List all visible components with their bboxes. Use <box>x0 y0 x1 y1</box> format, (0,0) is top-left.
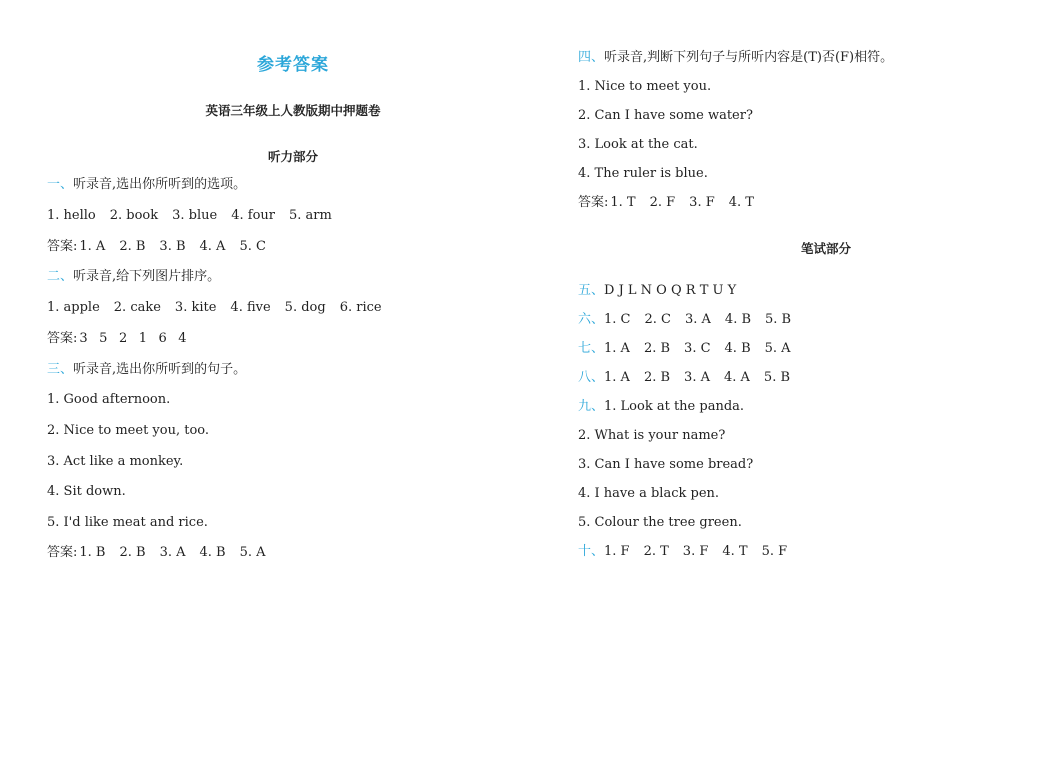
section-number: 六、 <box>578 312 605 327</box>
list-item: 6. rice <box>339 300 382 315</box>
section-number: 八、 <box>578 370 605 385</box>
answer-item: 3. A <box>159 545 186 560</box>
answer-item: 5. A <box>764 341 791 356</box>
list-item: 1. apple <box>47 300 100 315</box>
section-number: 五、 <box>578 283 605 298</box>
answer-item: 2. B <box>643 341 671 356</box>
answer-item: 5. A <box>239 545 266 560</box>
section-number: 二、 <box>47 269 74 284</box>
answer-item: 3. A <box>684 370 710 385</box>
answer-item: 4. B <box>724 341 751 356</box>
sentence: 3. Act like a monkey. <box>47 454 184 469</box>
answer-item: 1. C <box>604 312 631 327</box>
section-number: 七、 <box>578 341 605 356</box>
sentence: 4. I have a black pen. <box>578 486 720 501</box>
answer-item: 2. B <box>119 239 146 254</box>
sentence: 3. Look at the cat. <box>578 137 698 152</box>
sentence: 4. The ruler is blue. <box>578 166 708 181</box>
section-1-items <box>47 208 332 224</box>
page-title: 参考答案 <box>257 55 329 75</box>
sentence: 5. I'd like meat and rice. <box>47 515 208 530</box>
answer-item: 5. B <box>765 312 792 327</box>
answer-item: 1. A <box>604 370 630 385</box>
listening-section-title: 听力部分 <box>267 149 318 164</box>
list-item: 2. cake <box>113 300 161 315</box>
section-instruction: 听录音,选出你所听到的选项。 <box>73 177 247 192</box>
answer-item: 5. C <box>239 239 266 254</box>
answer-item: 2. F <box>649 195 676 210</box>
sentence: 2. What is your name? <box>578 428 726 443</box>
section-number: 十、 <box>578 544 605 559</box>
answer-label: 答案: <box>47 331 78 346</box>
answer-item: 4. T <box>722 544 748 559</box>
answer-item: 2. B <box>119 545 146 560</box>
list-item: 5. dog <box>284 300 326 315</box>
answer-label: 答案: <box>578 195 609 210</box>
section-5 <box>578 283 736 299</box>
exam-title: 英语三年级上人教版期中押题卷 <box>205 103 381 118</box>
answer-item: 4. B <box>724 312 752 327</box>
section-2-answers <box>47 331 198 347</box>
sentence: 2. Nice to meet you, too. <box>47 423 210 438</box>
sentence: 4. Sit down. <box>47 484 126 499</box>
answer-item: 2. C <box>644 312 671 327</box>
sentence: 1. Good afternoon. <box>47 392 171 407</box>
answer-label: 答案: <box>47 239 78 254</box>
section-number: 一、 <box>47 177 74 192</box>
sentence: 2. Can I have some water? <box>578 108 753 123</box>
answer-item: 4. B <box>199 545 226 560</box>
section-3-heading <box>47 362 246 378</box>
answer-item: 1. A <box>604 341 630 356</box>
list-item: 2. book <box>109 208 159 223</box>
answer-item: 3 <box>79 331 89 346</box>
answer-item: 4 <box>178 331 188 346</box>
section-4-heading <box>578 50 893 66</box>
answer-item: 3. F <box>682 544 709 559</box>
section-2-items <box>47 300 382 316</box>
answer-item: 1 <box>138 331 148 346</box>
list-item: 5. arm <box>289 208 332 223</box>
answer-item: 5 <box>99 331 108 346</box>
list-item: 4. four <box>231 208 275 223</box>
answer-item: 1. F <box>604 544 630 559</box>
answer-item: 1. A <box>79 239 106 254</box>
writing-section-title: 笔试部分 <box>800 241 851 256</box>
answer-item: 2. B <box>643 370 671 385</box>
answer-item: 3. C <box>684 341 711 356</box>
answer-item: 6 <box>158 331 168 346</box>
answer-item: 4. A <box>199 239 226 254</box>
answer-label: 答案: <box>47 545 78 560</box>
list-item: 4. five <box>230 300 271 315</box>
section-1-heading <box>47 177 246 193</box>
answer-item: 4. T <box>728 195 754 210</box>
sentence: 3. Can I have some bread? <box>578 457 754 472</box>
section-3-answers <box>47 545 266 561</box>
answer-item: 3. F <box>689 195 715 210</box>
section-instruction: 听录音,判断下列句子与所听内容是(T)否(F)相符。 <box>604 50 894 65</box>
section-8 <box>578 370 790 386</box>
section-9-first <box>578 399 744 415</box>
answer-item: 3. A <box>684 312 711 327</box>
section-number: 三、 <box>47 362 74 377</box>
answer-sequence: D J L N O Q R T U Y <box>604 283 737 298</box>
answer-item: 2 <box>118 331 128 346</box>
list-item: 1. hello <box>47 208 96 223</box>
sentence: 5. Colour the tree green. <box>578 515 742 530</box>
answer-item: 1. B <box>79 545 106 560</box>
section-6 <box>578 312 791 328</box>
section-number: 九、 <box>578 399 605 414</box>
answer-item: 5. B <box>763 370 791 385</box>
answer-item: 3. B <box>159 239 186 254</box>
answer-item: 1. T <box>610 195 636 210</box>
section-2-heading <box>47 269 220 285</box>
answer-item: 5. F <box>761 544 788 559</box>
list-item: 3. kite <box>174 300 217 315</box>
section-instruction: 听录音,选出你所听到的句子。 <box>73 362 247 377</box>
sentence: 1. Look at the panda. <box>604 399 745 414</box>
section-number: 四、 <box>578 50 605 65</box>
section-1-answers <box>47 239 266 255</box>
list-item: 3. blue <box>172 208 218 223</box>
section-4-answers <box>578 195 754 211</box>
section-10 <box>578 544 787 560</box>
section-7 <box>578 341 791 357</box>
section-instruction: 听录音,给下列图片排序。 <box>73 269 221 284</box>
answer-item: 4. A <box>723 370 750 385</box>
answer-item: 2. T <box>643 544 669 559</box>
sentence: 1. Nice to meet you. <box>578 79 712 94</box>
